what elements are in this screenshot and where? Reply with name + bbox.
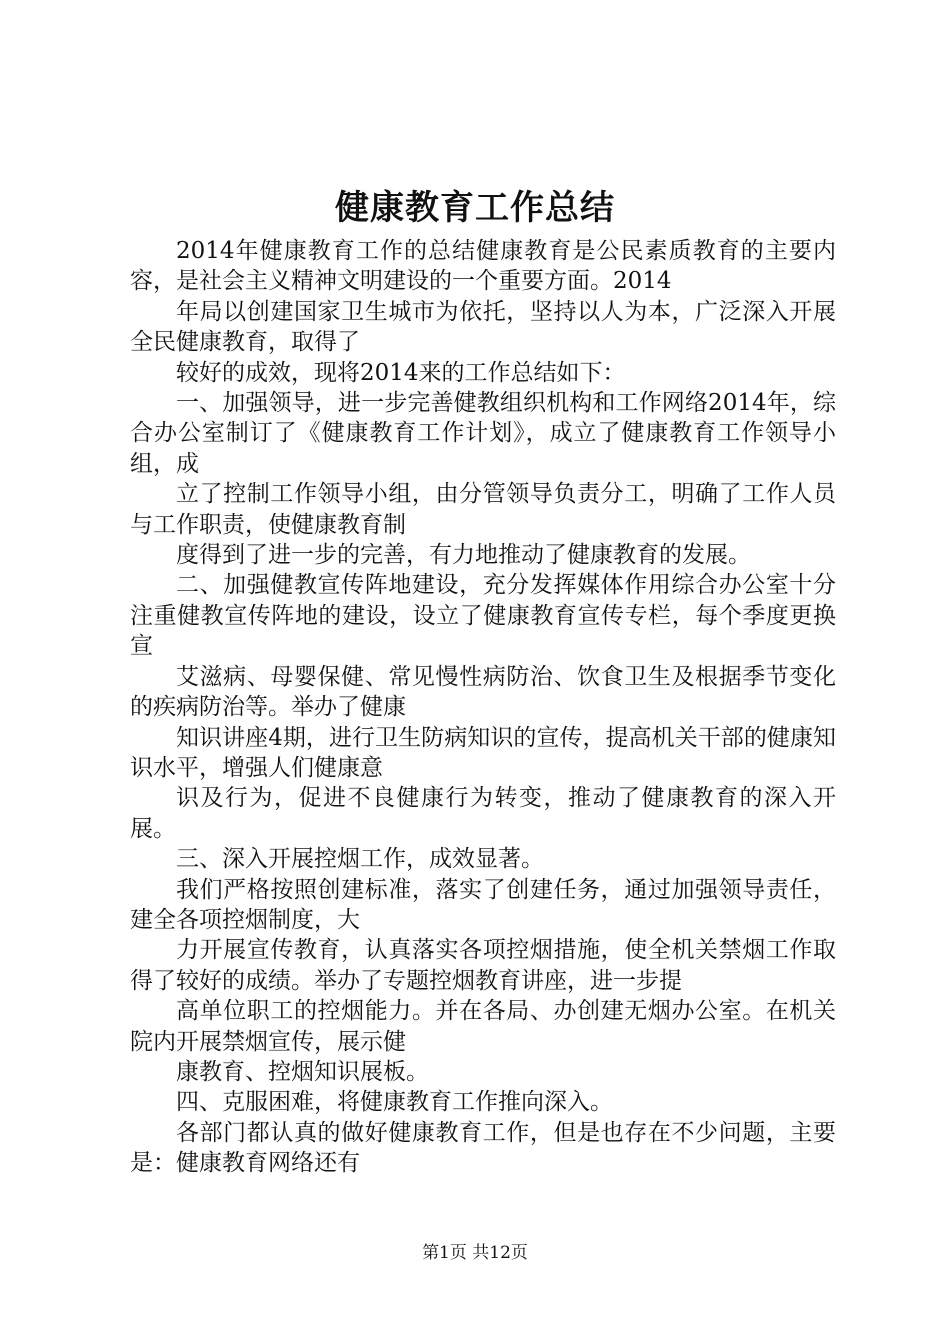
paragraph: 年局以创建国家卫生城市为依托，坚持以人为本，广泛深入开展全民健康教育，取得了: [130, 298, 836, 356]
paragraph: 立了控制工作领导小组，由分管领导负责分工，明确了工作人员与工作职责，使健康教育制: [130, 481, 836, 538]
page-footer: 第1页 共12页: [422, 1243, 528, 1263]
document-title: 健康教育工作总结: [335, 188, 615, 228]
paragraph: 各部门都认真的做好健康教育工作，但是也存在不少问题，主要是：健康教育网络还有: [130, 1119, 836, 1177]
paragraph: 力开展宣传教育，认真落实各项控烟措施，使全机关禁烟工作取得了较好的成绩。举办了专题控烟教育讲座，进一步提: [130, 937, 836, 994]
paragraph: 识及行为，促进不良健康行为转变，推动了健康教育的深入开展。: [130, 785, 836, 842]
section-heading-paragraph: 二、加强健教宣传阵地建设，充分发挥媒体作用综合办公室十分注重健教宣传阵地的建设，设立了健康教育宣传专栏，每个季度更换宣: [130, 572, 836, 660]
document-body: [130, 236, 836, 1179]
section-heading-paragraph: 四、克服困难，将健康教育工作推向深入。: [176, 1089, 613, 1116]
paragraph: 2014年健康教育工作的总结健康教育是公民素质教育的主要内容，是社会主义精神文明建设的一个重要方面。2014: [130, 238, 836, 295]
paragraph: 艾滋病、母婴保健、常见慢性病防治、饮食卫生及根据季节变化的疾病防治等。举办了健康: [130, 663, 836, 721]
paragraph: 度得到了进一步的完善，有力地推动了健康教育的发展。: [176, 542, 751, 569]
section-heading-paragraph: 三、深入开展控烟工作，成效显著。: [176, 846, 544, 873]
paragraph: 我们严格按照创建标准，落实了创建任务，通过加强领导责任，建全各项控烟制度，大: [130, 876, 836, 933]
paragraph: 较好的成效，现将2014来的工作总结如下：: [176, 359, 626, 386]
paragraph: 知识讲座4期，进行卫生防病知识的宣传，提高机关干部的健康知识水平，增强人们健康意: [130, 724, 836, 781]
section-heading-paragraph: 一、加强领导，进一步完善健教组织机构和工作网络2014年，综合办公室制订了《健康教育工作计划》，成立了健康教育工作领导小组，成: [130, 390, 836, 477]
paragraph: 康教育、控烟知识展板。: [176, 1058, 429, 1085]
paragraph: 高单位职工的控烟能力。并在各局、办创建无烟办公室。在机关院内开展禁烟宣传，展示健: [130, 998, 836, 1055]
